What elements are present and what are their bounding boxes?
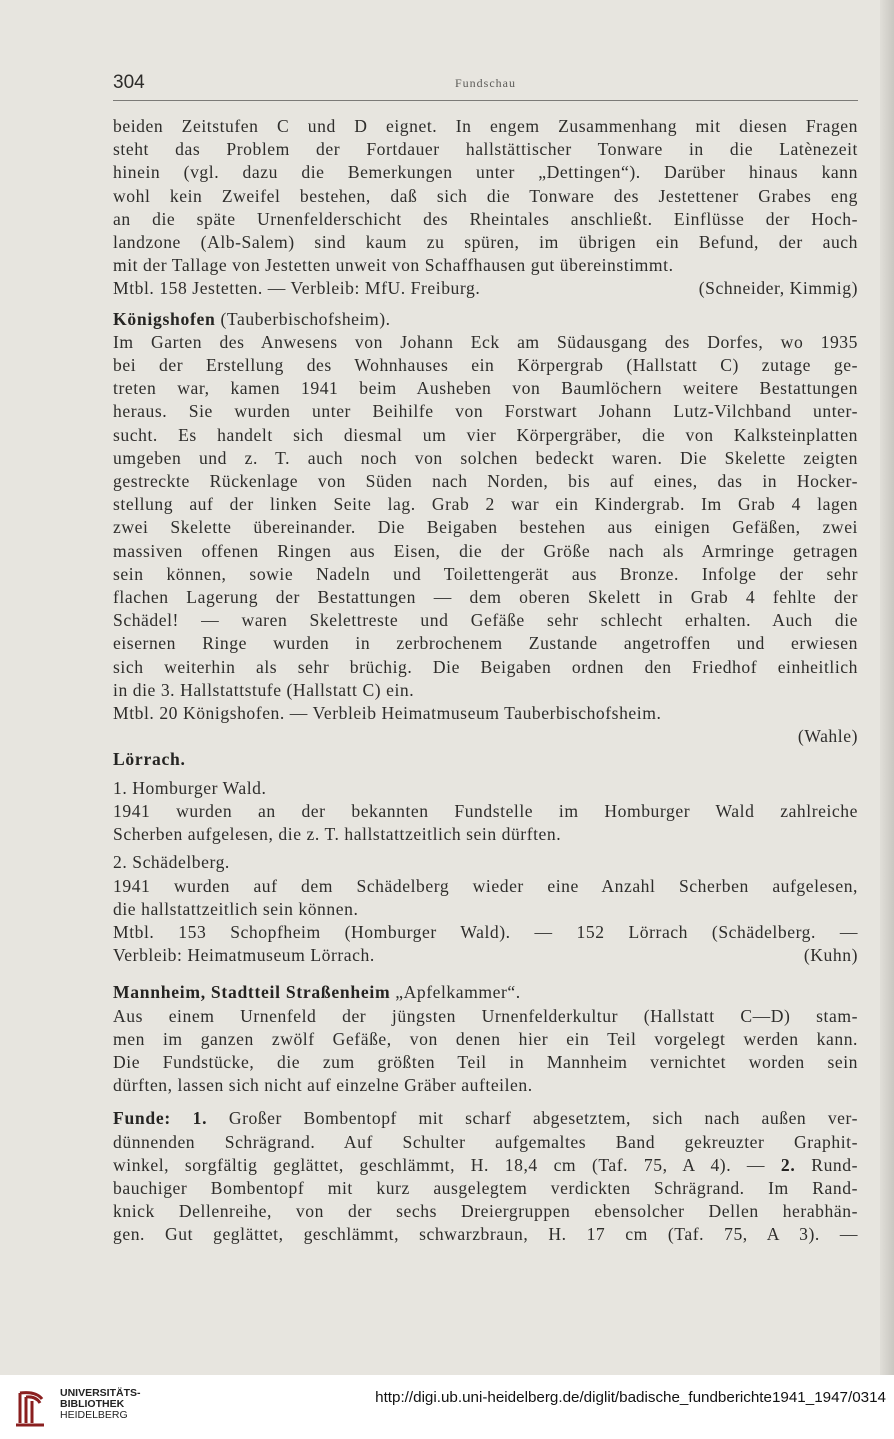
library-name — [60, 1388, 141, 1421]
section-heading-koenigshofen — [113, 308, 858, 331]
text-line: in die 3. Hallstattstufe (Hallstatt C) ein. — [113, 679, 415, 700]
text-line: Aus einem Urnenfeld der jüngsten Urnenfelderkultur (Hallstatt C—D) stam- — [113, 1005, 858, 1026]
author-credit: (Kuhn) — [803, 945, 858, 966]
text-line: sich weiterhin als sehr brüchig. Die Beigaben ordnen den Friedhof einheitlich — [113, 656, 858, 677]
mtbl-reference: Mtbl. 158 Jestetten. — Verbleib: MfU. Freiburg. — [113, 278, 481, 299]
text-line: knick Dellenreihe, von der sechs Dreiergruppen ebensolcher Dellen herabhän- — [113, 1201, 858, 1222]
text-line: dürften, lassen sich nicht auf einzelne Gräber aufteilen. — [113, 1075, 533, 1096]
text-line: 1941 wurden an der bekannten Fundstelle im Homburger Wald zahlreiche — [113, 800, 858, 821]
text-line: treten war, kamen 1941 beim Ausheben von Baumlöchern weitere Bestattungen — [113, 378, 858, 399]
text-line: Die Fundstücke, die zum größten Teil in Mannheim vernichtet worden sein — [113, 1051, 858, 1072]
text-line: Im Garten des Anwesens von Johann Eck am Südausgang des Dorfes, wo 1935 — [113, 331, 858, 352]
text-line: sein können, sowie Nadeln und Toilettengerät aus Bronze. Infolge der sehr — [113, 563, 858, 584]
text-line: 1941 wurden auf dem Schädelberg wieder eine Anzahl Scherben aufgelesen, — [113, 875, 858, 896]
mtbl-line-jestetten — [113, 277, 858, 300]
viewer-footer — [0, 1375, 894, 1439]
paragraph-mannheim — [113, 1005, 858, 1098]
text-line: landzone (Alb-Salem) sind kaum zu spüren, im übrigen ein Befund, der auch — [113, 232, 858, 253]
text-line: heraus. Sie wurden unter Beihilfe von Forstwart Johann Lutz-Vilchband unter- — [113, 401, 858, 422]
paragraph-schaedelberg — [113, 875, 858, 921]
author-credit: (Schneider, Kimmig) — [698, 278, 858, 299]
funde-line-numbered — [113, 1154, 858, 1177]
funde-text: Rund- — [811, 1154, 859, 1175]
text-line: Schädel! — waren Skelettreste und Gefäße sehr schlecht erhalten. Auch die — [113, 610, 858, 631]
paragraph-jestetten — [113, 115, 858, 277]
paragraph-funde — [113, 1107, 858, 1246]
text-line: flachen Lagerung der Bestattungen — dem oberen Skelett in Grab 4 fehlte der — [113, 587, 858, 608]
paragraph-homburger-wald — [113, 800, 858, 846]
mtbl-reference: Mtbl. 20 Königshofen. — Verbleib Heimatmuseum Tauberbischofsheim. — [113, 703, 662, 724]
running-head: Fundschau — [455, 76, 516, 90]
page-edge-shadow — [880, 0, 894, 1375]
library-name-line: UNIVERSITÄTS- — [60, 1387, 141, 1399]
site-title: Lörrach. — [113, 749, 186, 770]
article-body — [113, 115, 858, 1247]
library-name-line: HEIDELBERG — [60, 1409, 128, 1421]
page-header — [113, 70, 858, 101]
text-line: die hallstattzeitlich sein können. — [113, 898, 359, 919]
text-line: mit der Tallage von Jestetten unweit von Schaffhausen gut übereinstimmt. — [113, 255, 674, 276]
item-title: 1. Homburger Wald. — [113, 777, 267, 798]
mtbl-line-loerrach — [113, 921, 858, 967]
text-line: massiven offenen Ringen aus Eisen, die der Größe nach als Armringe getragen — [113, 540, 858, 561]
paragraph-koenigshofen — [113, 331, 858, 702]
library-name-line: BIBLIOTHEK — [60, 1398, 125, 1410]
text-line: stellung auf der linken Seite lag. Grab 2 war ein Kindergrab. Im Grab 4 lagen — [113, 494, 858, 515]
section-heading-mannheim — [113, 981, 858, 1004]
mtbl-line-koenigshofen — [113, 702, 858, 748]
library-logo-icon — [10, 1387, 50, 1429]
site-title: Mannheim, Stadtteil Straßenheim — [113, 982, 391, 1003]
funde-item-number: 2. — [780, 1154, 796, 1175]
page-number: 304 — [113, 72, 145, 93]
text-line: dünnenden Schrägrand. Auf Schulter aufgemaltes Band gekreuzter Graphit- — [113, 1131, 858, 1152]
text-line: bei der Erstellung des Wohnhauses ein Körpergrab (Hallstatt C) zutage ge- — [113, 355, 858, 376]
text-line: gestreckte Rückenlage von Süden nach Norden, bis auf eines, das in Hocker- — [113, 471, 858, 492]
site-title: Königshofen — [113, 308, 216, 329]
author-credit: (Wahle) — [797, 726, 858, 747]
section-heading-loerrach — [113, 748, 858, 771]
text-line: eisernen Ringe wurden in zerbrochenem Zustande angetroffen und erwiesen — [113, 633, 858, 654]
text-line: hinein (vgl. dazu die Bemerkungen unter „Dettingen“). Darüber hinaus kann — [113, 162, 858, 183]
text-line: wohl kein Zweifel bestehen, daß sich die Tonware des Jestettener Grabes eng — [113, 185, 858, 206]
permalink-url[interactable]: http://digi.ub.uni-heidelberg.de/diglit/badische_fundberichte1941_1947/0314 — [375, 1389, 886, 1406]
text-line: an die späte Urnenfelderschicht des Rheintales anschließt. Einflüsse der Hoch- — [113, 208, 858, 229]
text-line: beiden Zeitstufen C und D eignet. In engem Zusammenhang mit diesen Fragen — [113, 116, 858, 136]
item-title: 2. Schädelberg. — [113, 852, 230, 873]
mtbl-verbleib: Verbleib: Heimatmuseum Lörrach. — [113, 945, 375, 966]
text-line: zwei Skelette übereinander. Die Beigaben bestehen aus einigen Gefäßen, zwei — [113, 517, 858, 538]
funde-first-line — [113, 1107, 858, 1130]
funde-text: Großer Bombentopf mit scharf abgesetztem, sich nach außen ver- — [228, 1108, 858, 1129]
text-line: gen. Gut geglättet, geschlämmt, schwarzbraun, H. 17 cm (Taf. 75, A 3). — — [113, 1224, 858, 1245]
text-line: umgeben und z. T. auch noch von solchen bedeckt waren. Die Skelette zeigten — [113, 447, 858, 468]
text-line: steht das Problem der Fortdauer hallstättischer Tonware in die Latènezeit — [113, 139, 858, 160]
text-line: men im ganzen zwölf Gefäße, von denen hier ein Teil vorgelegt werden kann. — [113, 1028, 858, 1049]
funde-text: winkel, sorgfältig geglättet, geschlämmt, H. 18,4 cm (Taf. 75, A 4). — — [113, 1154, 766, 1175]
site-locality: „Apfelkammer“. — [395, 982, 521, 1003]
text-line: bauchiger Bombentopf mit kurz ausgelegtem verdickten Schrägrand. Im Rand- — [113, 1177, 858, 1198]
text-line: Scherben aufgelesen, die z. T. hallstattzeitlich sein dürften. — [113, 824, 562, 845]
site-district: (Tauberbischofsheim). — [220, 308, 391, 329]
mtbl-reference-line2 — [113, 944, 858, 967]
mtbl-reference: Mtbl. 153 Schopfheim (Homburger Wald). — 152 Lörrach (Schädelberg. — — [113, 921, 858, 942]
funde-label: Funde: 1. — [113, 1108, 208, 1129]
text-line: sucht. Es handelt sich diesmal um vier Körpergräber, die von Kalksteinplatten — [113, 424, 858, 445]
